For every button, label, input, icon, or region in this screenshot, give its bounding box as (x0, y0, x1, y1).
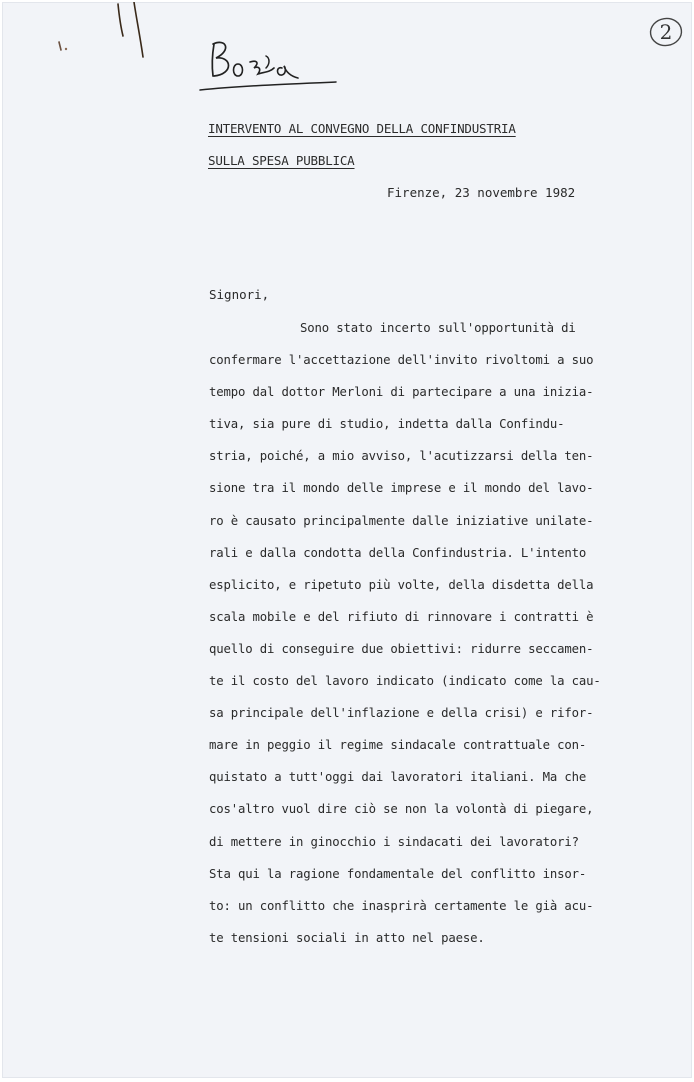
handwritten-stroke-marks (110, 2, 150, 62)
body-line: di mettere in ginocchio i sindacati dei lavoratori? (209, 834, 579, 849)
body-line: tempo dal dottor Merloni di partecipare a una inizia- (209, 385, 594, 400)
document-page (2, 2, 692, 1078)
body-line: mare in peggio il regime sindacale contrattuale con- (209, 738, 587, 753)
body-line: stria, poiché, a mio avviso, l'acutizzarsi della ten- (209, 449, 594, 464)
salutation: Signori, (209, 287, 270, 302)
body-text (209, 318, 601, 960)
document-title-line-1: INTERVENTO AL CONVEGNO DELLA CONFINDUSTRIA (208, 121, 516, 136)
page-number: 2 (659, 20, 673, 44)
body-line: ro è causato principalmente dalle iniziative unilate- (209, 513, 594, 528)
document-title-line-2: SULLA SPESA PUBBLICA (208, 153, 355, 168)
body-line: sa principale dell'inflazione e della crisi) e rifor- (209, 706, 594, 721)
body-line: sione tra il mondo delle imprese e il mondo del lavo- (209, 481, 594, 496)
body-line: Sta qui la ragione fondamentale del conflitto insor- (209, 866, 587, 881)
body-line: confermare l'accettazione dell'invito rivoltomi a suo (209, 353, 594, 368)
body-line: Sono stato incerto sull'opportunità di (300, 321, 576, 335)
body-line: quello di conseguire due obiettivi: ridurre seccamen- (209, 641, 594, 656)
body-line: esplicito, e ripetuto più volte, della disdetta della (209, 577, 594, 592)
body-line: rali e dalla condotta della Confindustria. L'intento (209, 545, 587, 560)
date-place: Firenze, 23 novembre 1982 (387, 185, 576, 200)
body-line: te tensioni sociali in atto nel paese. (209, 930, 485, 945)
page-number-circled (648, 16, 684, 48)
body-line: tiva, sia pure di studio, indetta dalla Confindu- (209, 417, 565, 432)
body-line: te il costo del lavoro indicato (indicato come la cau- (209, 674, 601, 689)
body-line: to: un conflitto che inasprirà certamente le già acu- (209, 898, 594, 913)
handwritten-name-signature (198, 30, 338, 96)
ink-speck (54, 39, 70, 53)
body-line: cos'altro vuol dire ciò se non la volontà di piegare, (209, 802, 594, 817)
body-line: quistato a tutt'oggi dai lavoratori italiani. Ma che (209, 770, 587, 785)
body-line: scala mobile e del rifiuto di rinnovare i contratti è (209, 609, 594, 624)
